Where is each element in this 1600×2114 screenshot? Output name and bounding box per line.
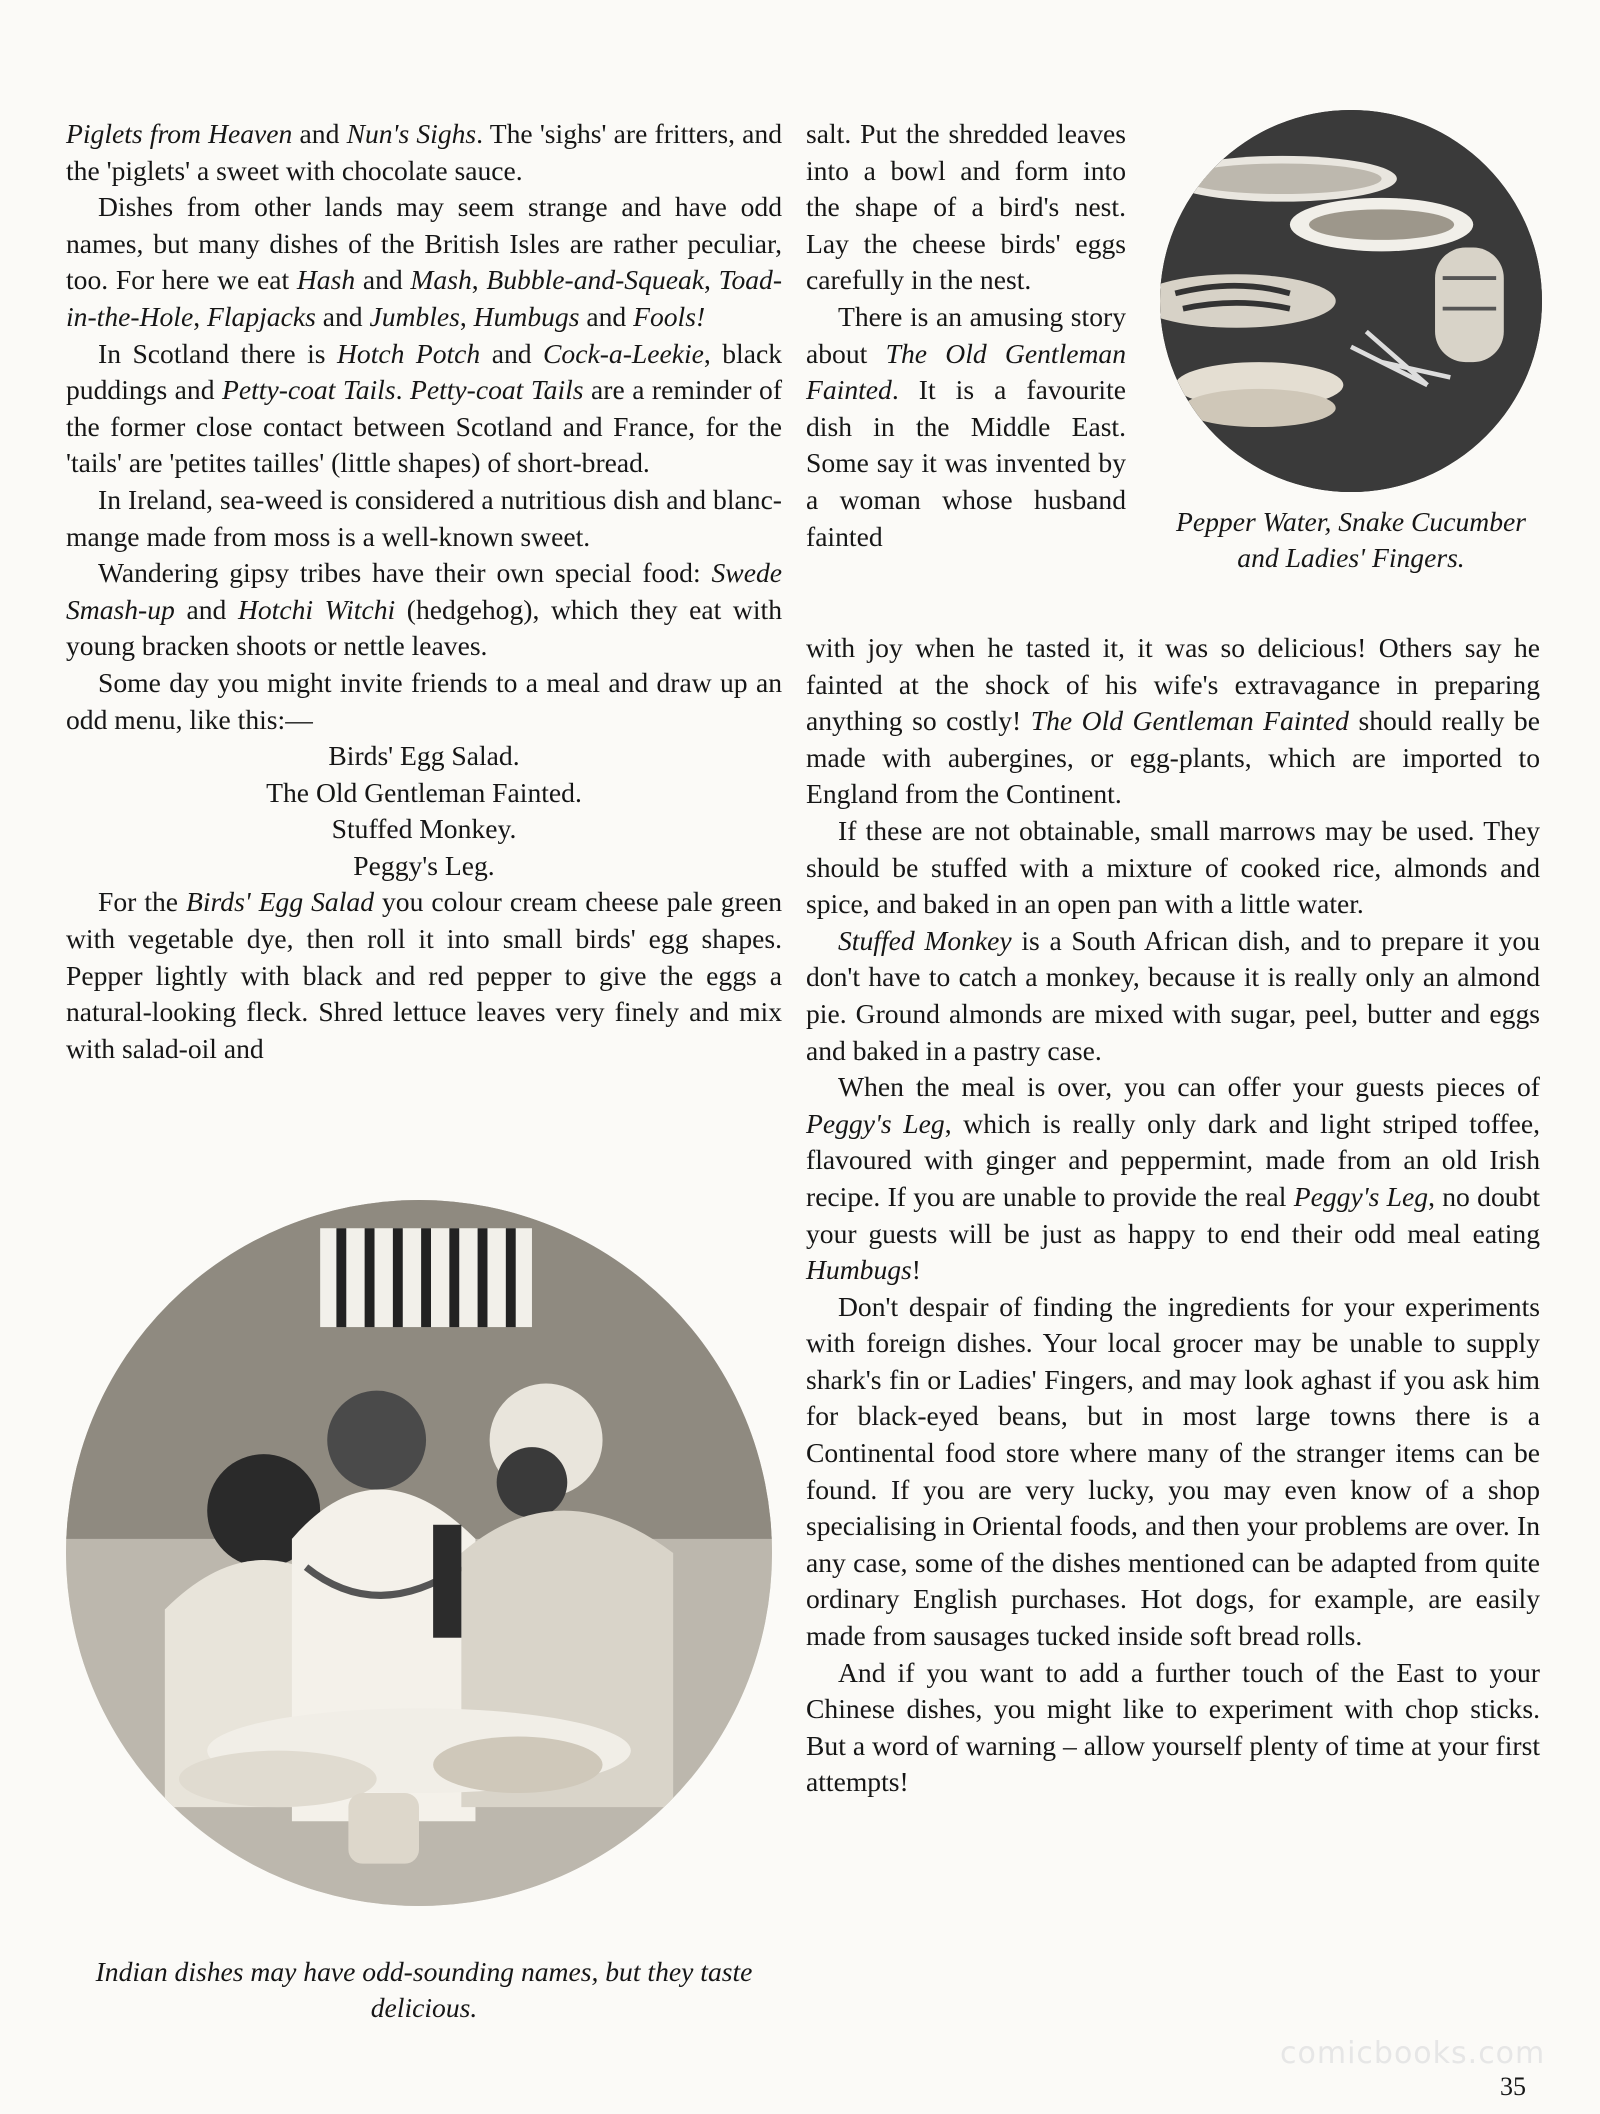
text-run: . — [395, 374, 410, 406]
dish-name: Flapjacks — [207, 300, 316, 332]
dish-name: Fools! — [633, 300, 706, 332]
menu-item: Birds' Egg Salad. — [328, 740, 520, 772]
dish-name: Piglets from Heaven — [66, 118, 293, 149]
paragraph-menu-intro: Some day you might invite friends to a meal and draw up an odd menu, like this:— — [66, 666, 782, 735]
dish-name: Mash — [410, 264, 472, 296]
text-run: . It is a favourite dish in the Middle East. Some say it was invented by a woman whose husband fainted — [806, 374, 1126, 552]
text-run: and — [480, 337, 544, 369]
indian-meal-illustration — [66, 1200, 772, 1906]
text-run: , no doubt your guests will be just as happy to end their odd meal eating — [806, 1180, 1540, 1249]
menu-item: Peggy's Leg. — [353, 849, 495, 881]
text-run: Wandering gipsy tribes have their own special food: — [98, 557, 712, 589]
dish-name: Toad-in-the-Hole — [66, 264, 783, 332]
dish-name: Humbugs — [806, 1254, 912, 1286]
caption-pepper-water: Pepper Water, Snake Cucumber and Ladies' Fingers. — [1176, 506, 1526, 573]
paragraph-salt: salt. Put the shredded leaves into a bowl and form into the shape of a bird's nest. Lay the cheese birds' eggs carefully in the nest. — [806, 118, 1126, 296]
text-run: Dishes from other lands may seem strange and have odd names, but many dishes of the British Isles are rather peculiar, too. For here we eat — [66, 191, 782, 296]
text-run: and — [174, 593, 238, 625]
dish-name: Petty-coat Tails — [222, 374, 396, 406]
dish-name: Nun's Sighs — [346, 118, 477, 149]
paragraph-marrows: If these are not obtainable, small marrows may be used. They should be stuffed with a mixture of cooked rice, almonds and spice, and baked in an open pan with a little water. — [806, 814, 1540, 920]
paragraph-old-gentleman — [806, 299, 1126, 555]
dish-name: Petty-coat Tails — [409, 374, 584, 406]
dish-name: Jumbles — [369, 300, 460, 332]
text-run: , black puddings and — [66, 337, 783, 406]
text-run: In Scotland there is — [98, 337, 337, 369]
caption-indian-dishes: Indian dishes may have odd-sounding names, but they taste delicious. — [95, 1956, 753, 2023]
dish-name: The Old Gentleman Fainted — [806, 337, 1127, 406]
paragraph-piglets — [66, 116, 782, 189]
right-column — [806, 630, 1540, 1801]
text-run: ! — [911, 1254, 921, 1286]
paragraph-stuffed-monkey — [806, 923, 1540, 1069]
right-column-top — [806, 116, 1126, 555]
text-run: There is an amusing story about — [806, 300, 1126, 369]
page-number: 35 — [1500, 2072, 1526, 2101]
dish-name: Hotch Potch — [336, 337, 481, 369]
dish-name: Peggy's Leg — [1293, 1180, 1429, 1212]
text-run: you colour cream cheese pale green with vegetable dye, then roll it into small birds' egg shapes. Pepper lightly with black and red pepper to give the eggs a natural-looking fleck. Shred lettuce leaves very finely and mix with salad-oil and — [66, 886, 782, 1064]
text-run: , — [459, 300, 474, 332]
paragraph-chop-sticks: And if you want to add a further touch of the East to your Chinese dishes, you might like to experiment with chop sticks. But a word of warning – allow yourself plenty of time at your first attempts! — [806, 1656, 1540, 1798]
text-run: For the — [98, 886, 187, 918]
text-run: (hedgehog), which they eat with young bracken shoots or nettle leaves. — [66, 593, 782, 662]
text-run: and — [579, 300, 634, 332]
odd-menu — [66, 738, 782, 884]
text-run: with joy when he tasted it, it was so delicious! Others say he fainted at the shock of his wife's extravagance in preparing anything so costly! — [806, 632, 1540, 737]
dish-name: Swede Smash-up — [66, 557, 782, 625]
dish-name: Peggy's Leg — [806, 1107, 945, 1139]
text-run: , — [704, 264, 719, 296]
paragraph-peggys-leg — [806, 1069, 1540, 1289]
text-run: and — [292, 118, 347, 149]
paragraph-scotland — [66, 336, 782, 482]
paragraph-ireland: In Ireland, sea-weed is considered a nutritious dish and blanc-mange made from moss is a well-known sweet. — [66, 483, 782, 552]
text-run: , which is really only dark and light striped toffee, flavoured with ginger and peppermint, made from an old Irish recipe. If you are unable to provide the real — [806, 1107, 1540, 1212]
text-run: and — [315, 300, 370, 332]
dish-name: Stuffed Monkey — [838, 924, 1012, 956]
paragraph-fainted-cont — [806, 630, 1540, 813]
paragraph-gipsy — [66, 555, 782, 665]
dish-name: Bubble-and-Squeak — [486, 264, 704, 296]
paragraph-birds-egg-salad — [66, 884, 782, 1067]
menu-item: Stuffed Monkey. — [331, 813, 517, 845]
left-column — [66, 116, 782, 1067]
watermark: comicbooks.com — [1280, 2036, 1546, 2071]
paragraph-british-dishes — [66, 189, 782, 335]
paragraph-ingredients: Don't despair of finding the ingredients for your experiments with foreign dishes. Your local grocer may be unable to supply shark's fin or Ladies' Fingers, and may look aghast if you ask him for black-eyed beans, but in most large towns there is a Continental food store where many of the stranger items can be found. If you are very lucky, you may even know of a shop specialising in Oriental foods, and then your problems are over. In any case, some of the dishes mentioned can be adapted from quite ordinary English purchases. Hot dogs, for example, are easily made from sausages tucked inside soft bread rolls. — [806, 1290, 1540, 1652]
text-run: and — [355, 264, 411, 296]
dish-name: The Old Gentleman Fainted — [1030, 705, 1349, 737]
pepper-water-illustration — [1160, 110, 1542, 492]
dish-name: Birds' Egg Salad — [186, 886, 374, 918]
text-run: , — [471, 264, 487, 296]
text-run: , — [193, 300, 207, 332]
text-run: . The 'sighs' are fritters, and the 'piglets' a sweet with chocolate sauce. — [66, 118, 782, 186]
text-run: are a reminder of the former close contact between Scotland and France, for the 'tails' are 'petites tailles' (little shapes) of short-bread. — [66, 374, 783, 479]
dish-name: Humbugs — [473, 300, 580, 332]
dish-name: Cock-a-Leekie — [543, 337, 704, 369]
dish-name: Hotchi Witchi — [237, 593, 396, 625]
dish-name: Hash — [296, 264, 356, 296]
text-run: When the meal is over, you can offer your guests pieces of — [838, 1071, 1540, 1103]
text-run: should really be made with aubergines, or egg-plants, which are imported to England from the Continent. — [806, 705, 1540, 810]
menu-item: The Old Gentleman Fainted. — [266, 776, 582, 808]
text-run: is a South African dish, and to prepare it you don't have to catch a monkey, because it is really only an almond pie. Ground almonds are mixed with sugar, peel, butter and eggs and baked in a pastry case. — [806, 924, 1541, 1066]
